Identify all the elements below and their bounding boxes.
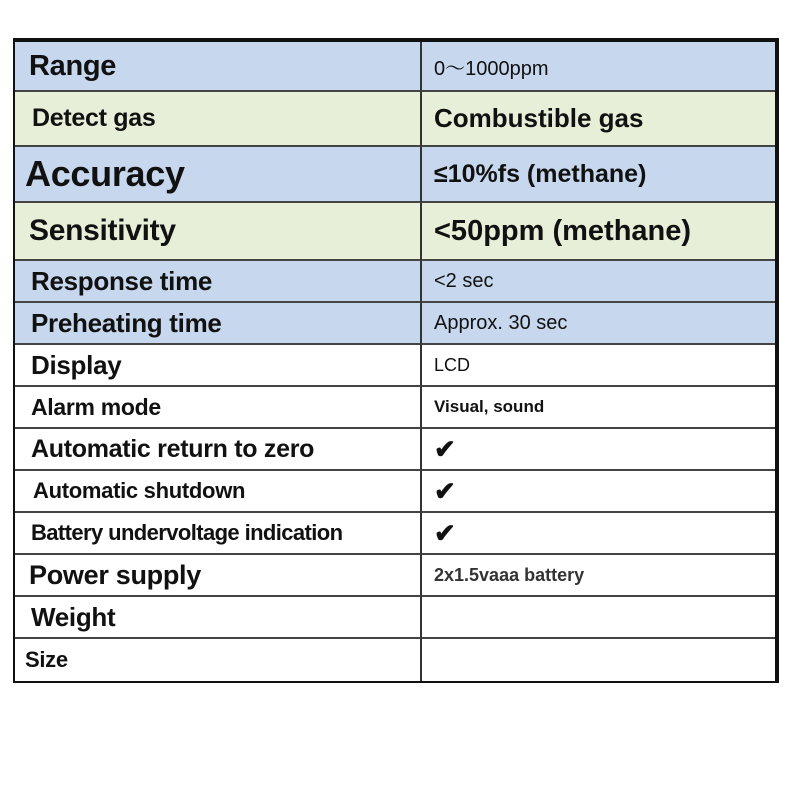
value-display: LCD bbox=[422, 345, 775, 387]
value-preheating-time: Approx. 30 sec bbox=[422, 303, 775, 345]
spec-table bbox=[13, 38, 779, 683]
label-alarm-mode: Alarm mode bbox=[15, 387, 422, 429]
label-response-time: Response time bbox=[15, 261, 422, 303]
label-sensitivity: Sensitivity bbox=[15, 203, 422, 261]
label-accuracy: Accuracy bbox=[15, 147, 422, 203]
label-detect-gas: Detect gas bbox=[15, 92, 422, 147]
value-sensitivity: <50ppm (methane) bbox=[422, 203, 775, 261]
label-display: Display bbox=[15, 345, 422, 387]
value-detect-gas: Combustible gas bbox=[422, 92, 775, 147]
check-icon: ✔ bbox=[422, 513, 775, 555]
label-size: Size bbox=[15, 639, 422, 681]
label-weight: Weight bbox=[15, 597, 422, 639]
value-response-time: <2 sec bbox=[422, 261, 775, 303]
label-battery-undervoltage: Battery undervoltage indication bbox=[15, 513, 422, 555]
check-icon: ✔ bbox=[422, 471, 775, 513]
label-preheating-time: Preheating time bbox=[15, 303, 422, 345]
label-auto-shutdown: Automatic shutdown bbox=[15, 471, 422, 513]
value-alarm-mode: Visual, sound bbox=[422, 387, 775, 429]
check-icon: ✔ bbox=[422, 429, 775, 471]
label-power-supply: Power supply bbox=[15, 555, 422, 597]
label-range: Range bbox=[15, 42, 422, 92]
value-accuracy: ≤10%fs (methane) bbox=[422, 147, 775, 203]
value-weight bbox=[422, 597, 775, 639]
value-range: 0～1000ppm bbox=[422, 42, 775, 92]
label-auto-zero: Automatic return to zero bbox=[15, 429, 422, 471]
value-power-supply: 2x1.5vaaa battery bbox=[422, 555, 775, 597]
value-size bbox=[422, 639, 775, 681]
